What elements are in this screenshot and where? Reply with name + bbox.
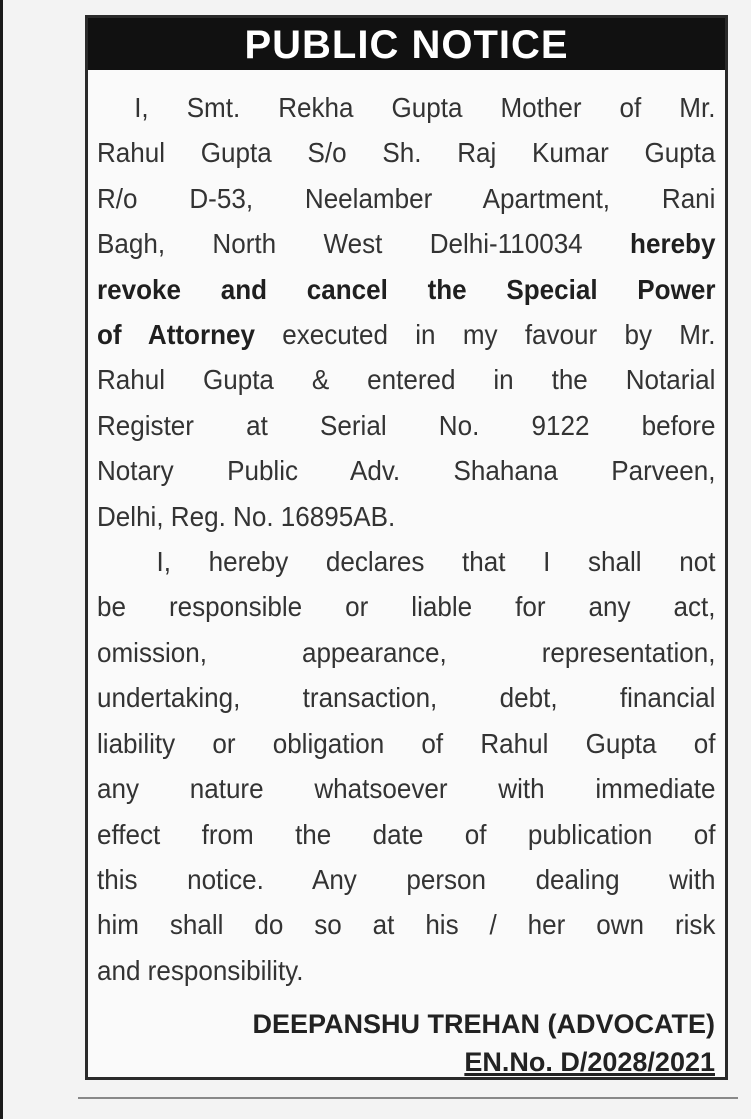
notice-line — [97, 221, 715, 266]
notice-line — [97, 539, 715, 584]
notice-line: him shall do so at his / her own risk — [97, 909, 716, 941]
public-notice — [85, 15, 728, 1080]
signatory-name: DEEPANSHU TREHAN (ADVOCATE) — [252, 1009, 715, 1039]
notice-line: Rahul Gupta S/o Sh. Raj Kumar Gupta — [97, 137, 716, 169]
divider — [78, 1097, 738, 1099]
notice-body — [97, 85, 716, 993]
enrollment-number: EN.No. D/2028/2021 — [464, 1047, 715, 1077]
notice-line: any nature whatsoever with immediate — [97, 773, 716, 805]
notice-line: Rahul Gupta & entered in the Notarial — [97, 364, 716, 396]
notice-text: Bagh, North West Delhi-110034 — [97, 228, 583, 260]
notice-line: Delhi, Reg. No. 16895AB. — [97, 500, 396, 532]
page-edge — [0, 0, 3, 1119]
notice-line: effect from the date of publication of — [97, 818, 716, 850]
notice-title: PUBLIC NOTICE — [88, 18, 725, 70]
notice-line: R/o D-53, Neelamber Apartment, Rani — [97, 182, 716, 214]
notice-text: executed in my favour by Mr. — [282, 319, 716, 351]
notice-line — [97, 312, 715, 357]
notice-bold-text: of Attorney — [97, 319, 255, 351]
notice-line: liability or obligation of Rahul Gupta of — [97, 727, 716, 759]
notice-line: and responsibility. — [97, 954, 304, 986]
notice-line: Register at Serial No. 9122 before — [97, 409, 716, 441]
notice-line — [97, 85, 715, 130]
notice-line: this notice. Any person dealing with — [97, 863, 716, 895]
notice-line: omission, appearance, representation, — [97, 636, 716, 668]
notice-line: be responsible or liable for any act, — [97, 591, 716, 623]
notice-line: Notary Public Adv. Shahana Parveen, — [97, 455, 716, 487]
notice-line: undertaking, transaction, debt, financial — [97, 682, 716, 714]
notice-line-bold: revoke and cancel the Special Power — [97, 273, 716, 305]
notice-bold-text: hereby — [630, 228, 716, 260]
notice-text: I, hereby declares that I shall not — [156, 546, 716, 578]
notice-text: I, Smt. Rekha Gupta Mother of Mr. — [134, 92, 716, 123]
